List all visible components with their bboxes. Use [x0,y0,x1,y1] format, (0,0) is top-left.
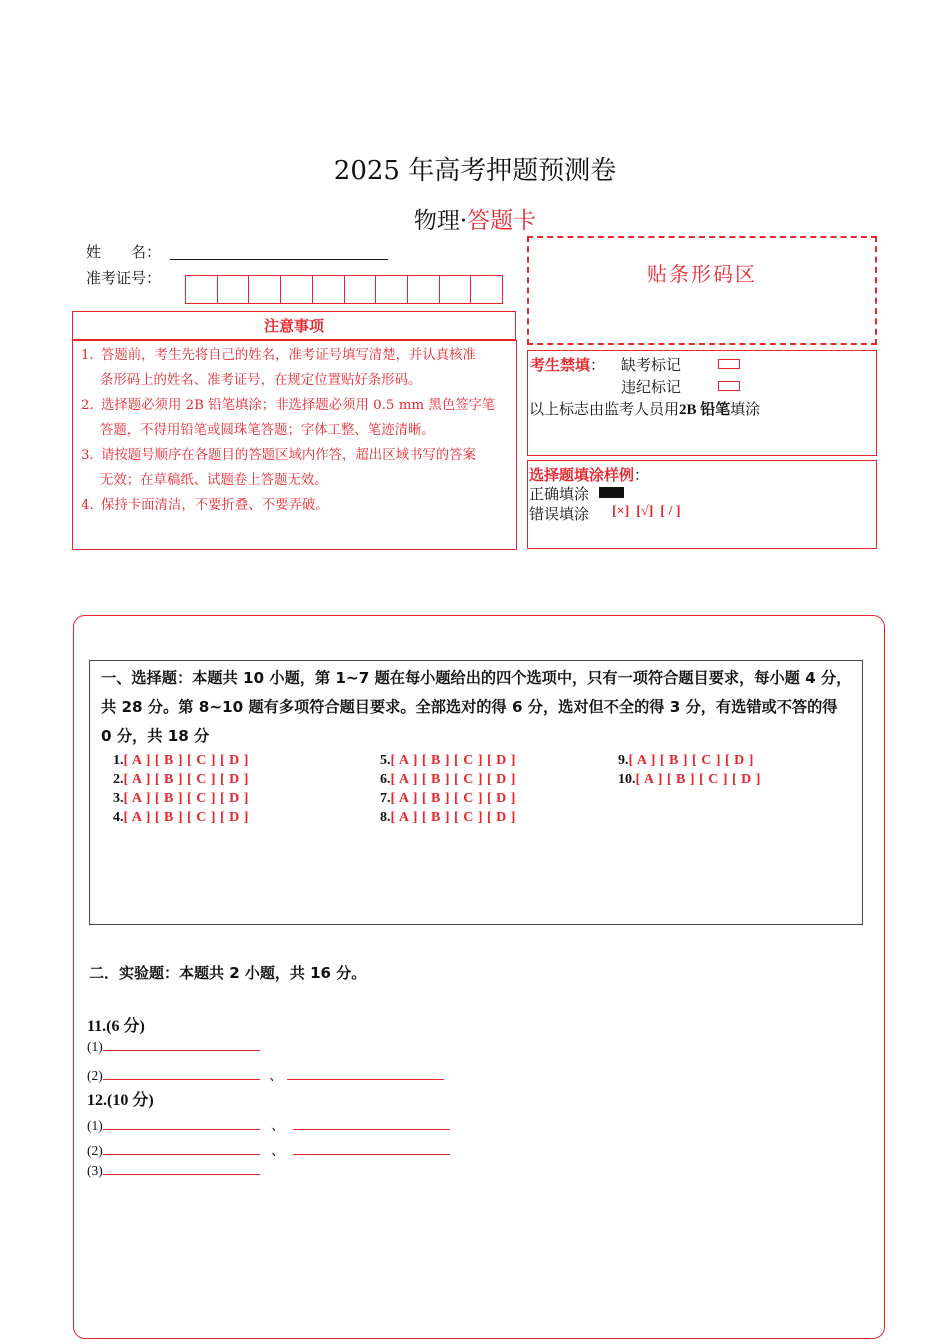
q12-part-1 [87,1114,450,1134]
notice-item-number: 2． [81,398,103,413]
question-number: 2. [113,772,124,787]
exam-title: 2025 年高考押题预测卷 [333,156,617,186]
notice-item-text: 保持卡面清洁，不要折叠、不要弄破。 [101,498,329,513]
blank-separator: 、 [269,1068,283,1083]
fill-sample-label-wrap [529,464,649,485]
question-8[interactable] [380,810,516,826]
part-number: (2) [87,1068,103,1083]
exam-id-digit[interactable] [471,276,502,303]
question-7[interactable] [380,791,516,807]
examiner-note-suffix: 填涂 [730,400,761,418]
fill-sample-colon: ： [634,466,650,484]
answer-blank[interactable] [103,1049,260,1051]
notice-heading: 注意事项 [72,311,516,340]
correct-fill-mark [599,487,624,498]
part-number: (1) [87,1118,103,1133]
examiner-only-colon: ： [590,356,606,374]
part-number: (2) [87,1143,103,1158]
section1-description: 一、选择题：本题共 10 小题，第 1~7 题在每小题给出的四个选项中，只有一项符合题目要求，每小题 4 分，共 28 分。第 8~10 题有多项符合题目要求。全部选对的得 6 分，选对但不全的得 3 分，有选错或不答的得 0 分，共 18 分 [101,669,852,745]
notice-item-4 [81,493,511,518]
exam-id-digit[interactable] [440,276,472,303]
exam-id-digit[interactable] [376,276,408,303]
exam-id-digit[interactable] [408,276,440,303]
answer-options[interactable]: [ A ] [ B ] [ C ] [ D ] [390,810,516,825]
examiner-note-bold: 2B 铅笔 [679,402,731,418]
answer-blank[interactable] [103,1173,260,1175]
notice-item-text: 请按题号顺序在各题目的答题区域内作答，超出区域书写的答案 [101,448,476,463]
answer-options[interactable]: [ A ] [ B ] [ C ] [ D ] [123,772,249,787]
name-field[interactable] [170,258,388,260]
question-9[interactable] [618,753,754,769]
card-name: 答题卡 [467,208,537,234]
answer-blank[interactable] [293,1128,450,1130]
wrong-fill-marks: [×] [√] [ / ] [612,504,681,519]
q11-part-2 [87,1064,444,1084]
answer-options[interactable]: [ A ] [ B ] [ C ] [ D ] [123,753,249,768]
question-2[interactable] [113,772,249,788]
question-1[interactable] [113,753,249,769]
exam-id-digit[interactable] [186,276,218,303]
subject-name: 物理 [413,208,460,234]
answer-options[interactable]: [ A ] [ B ] [ C ] [ D ] [123,810,249,825]
fill-sample-box [527,460,877,549]
answer-options[interactable]: [ A ] [ B ] [ C ] [ D ] [635,772,761,787]
q11-part-1 [87,1039,260,1055]
section2-heading: 二．实验题：本题共 2 小题，共 16 分。 [89,964,367,982]
subject-title [0,202,950,235]
blank-separator: 、 [271,1143,285,1158]
question-4[interactable] [113,810,249,826]
answer-options[interactable]: [ A ] [ B ] [ C ] [ D ] [390,753,516,768]
question-5[interactable] [380,753,516,769]
question-number: 8. [380,810,391,825]
exam-id-digit[interactable] [345,276,377,303]
exam-id-boxes[interactable] [185,275,503,304]
answer-blank[interactable] [103,1128,260,1130]
barcode-area [527,236,877,345]
answer-options[interactable]: [ A ] [ B ] [ C ] [ D ] [123,791,249,806]
question-number: 1. [113,753,124,768]
question-number: 9. [618,753,629,768]
examiner-only-box [527,350,877,456]
exam-id-digit[interactable] [218,276,250,303]
violation-mark-label: 违纪标记 [621,378,682,396]
name-label: 姓 名： [86,243,162,261]
violation-mark-box[interactable] [718,381,740,391]
question-number: 3. [113,791,124,806]
exam-id-label: 准考证号： [86,269,162,287]
exam-id-digit[interactable] [249,276,281,303]
question-11-title: 11.(6 分) [87,1018,145,1035]
question-number: 10. [618,772,636,787]
notice-item-text: 无效；在草稿纸、试题卷上答题无效。 [100,473,328,488]
fill-sample-label: 选择题填涂样例 [529,466,635,484]
part-number: (3) [87,1163,103,1178]
wrong-fill-label: 错误填涂 [529,505,590,523]
question-6[interactable] [380,772,516,788]
notice-item-3 [81,443,511,493]
answer-blank[interactable] [103,1078,260,1080]
blank-separator: 、 [271,1118,285,1133]
barcode-label: 贴条形码区 [647,262,757,286]
notice-item-text: 条形码上的姓名、准考证号，在规定位置贴好条形码。 [100,373,422,388]
examiner-only-label: 考生禁填 [530,356,591,374]
examiner-note-prefix: 以上标志由监考人员用 [529,400,680,418]
notice-item-2 [81,393,511,443]
answer-blank[interactable] [287,1078,444,1080]
answer-blank[interactable] [103,1153,260,1155]
notice-item-number: 4． [81,498,103,513]
answer-blank[interactable] [293,1153,450,1155]
examiner-note [529,398,760,419]
question-number: 7. [380,791,391,806]
answer-options[interactable]: [ A ] [ B ] [ C ] [ D ] [390,772,516,787]
absent-mark-label: 缺考标记 [621,356,682,374]
absent-mark-box[interactable] [718,359,740,369]
question-3[interactable] [113,791,249,807]
question-number: 6. [380,772,391,787]
question-12-title: 12.(10 分) [87,1092,154,1109]
notice-box [72,340,517,550]
title-separator: · [459,208,468,234]
part-number: (1) [87,1039,103,1054]
notice-item-text: 答题前，考生先将自己的姓名，准考证号填写清楚，并认真核准 [101,348,476,363]
exam-id-digit[interactable] [313,276,345,303]
question-number: 4. [113,810,124,825]
q12-part-3 [87,1163,260,1179]
examiner-only-label-wrap [530,354,605,375]
notice-item-text: 答题，不得用铅笔或圆珠笔答题；字体工整、笔迹清晰。 [100,423,435,438]
notice-item-number: 3． [81,448,103,463]
question-10[interactable] [618,772,761,788]
q12-part-2 [87,1139,450,1159]
correct-fill-label: 正确填涂 [529,485,590,503]
answer-options[interactable]: [ A ] [ B ] [ C ] [ D ] [390,791,516,806]
answer-options[interactable]: [ A ] [ B ] [ C ] [ D ] [628,753,754,768]
notice-item-text: 选择题必须用 2B 铅笔填涂；非选择题必须用 0.5 mm 黑色签字笔 [101,398,496,413]
exam-id-digit[interactable] [281,276,313,303]
notice-item-number: 1． [81,348,103,363]
notice-item-1 [81,343,511,393]
question-number: 5. [380,753,391,768]
